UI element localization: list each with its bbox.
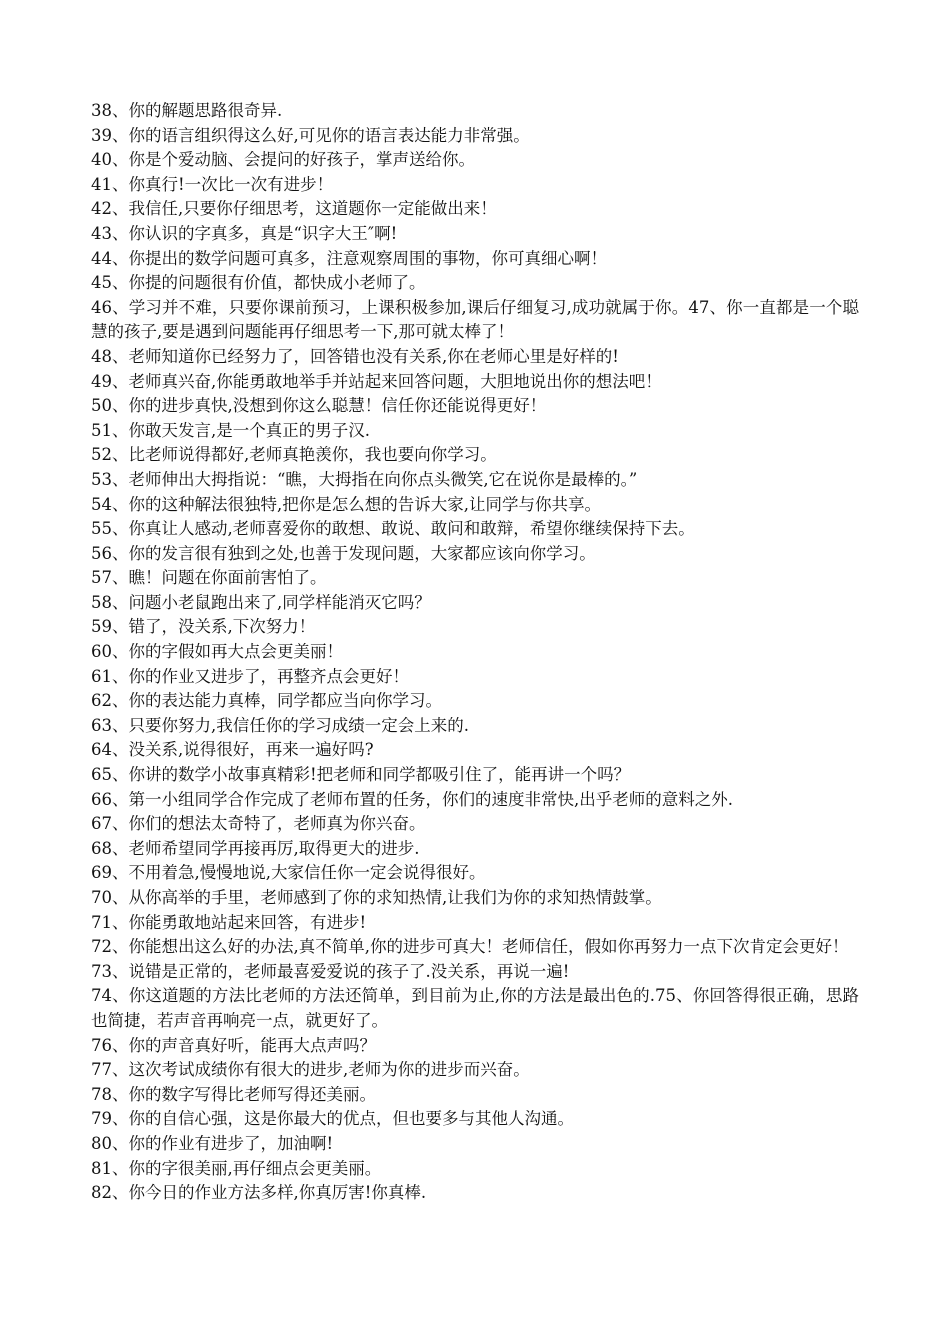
list-item: 64、没关系,说得很好，再来一遍好吗? bbox=[91, 740, 374, 760]
list-item: 61、你的作业又进步了，再整齐点会更好！ bbox=[91, 666, 409, 686]
list-item: 62、你的表达能力真棒，同学都应当向你学习。 bbox=[91, 691, 442, 711]
list-item: 48、老师知道你已经努力了，回答错也没有关系,你在老师心里是好样的! bbox=[91, 346, 619, 366]
list-item: 63、只要你努力,我信任你的学习成绩一定会上来的. bbox=[91, 715, 469, 735]
list-item: 58、问题小老鼠跑出来了,同学样能消灭它吗？ bbox=[91, 592, 431, 612]
list-item: 82、你今日的作业方法多样,你真厉害!你真棒. bbox=[91, 1183, 427, 1203]
list-item: 55、你真让人感动,老师喜爱你的敢想、敢说、敢问和敢辩，希望你继续保持下去。 bbox=[91, 519, 695, 539]
list-item: 59、错了，没关系,下次努力！ bbox=[91, 617, 316, 637]
list-item: 76、你的声音真好听，能再大点声吗？ bbox=[91, 1035, 376, 1055]
list-item: 70、从你高举的手里，老师感到了你的求知热情,让我们为你的求知热情鼓掌。 bbox=[91, 888, 662, 907]
list-item: 52、比老师说得都好,老师真艳羡你，我也要向你学习。 bbox=[91, 445, 497, 465]
list-item: 39、你的语言组织得这么好,可见你的语言表达能力非常强。 bbox=[91, 125, 530, 145]
document-page bbox=[91, 99, 859, 1206]
list-item: 49、老师真兴奋,你能勇敢地举手并站起来回答问题，大胆地说出你的想法吧！ bbox=[91, 371, 662, 391]
list-item: 67、你们的想法太奇特了，老师真为你兴奋。 bbox=[91, 814, 426, 834]
list-item: 42、我信任,只要你仔细思考，这道题你一定能做出来！ bbox=[91, 199, 497, 219]
list-item: 77、这次考试成绩你有很大的进步,老师为你的进步而兴奋。 bbox=[91, 1060, 530, 1080]
list-item: 66、第一小组同学合作完成了老师布置的任务，你们的速度非常快,出乎老师的意料之外. bbox=[91, 789, 733, 809]
list-item: 38、你的解题思路很奇异. bbox=[91, 101, 283, 120]
list-item: 79、你的自信心强，这是你最大的优点，但也要多与其他人沟通。 bbox=[91, 1109, 574, 1129]
list-item: 60、你的字假如再大点会更美丽！ bbox=[91, 642, 343, 662]
list-item: 68、老师希望同学再接再厉,取得更大的进步. bbox=[91, 838, 420, 858]
list-item: 56、你的发言很有独到之处,也善于发现问题，大家都应该向你学习。 bbox=[91, 543, 596, 563]
list-item: 40、你是个爱动脑、会提问的好孩子，掌声送给你。 bbox=[91, 150, 475, 170]
list-item: 50、你的进步真快,没想到你这么聪慧！信任你还能说得更好！ bbox=[91, 396, 547, 416]
list-item: 72、你能想出这么好的办法,真不简单,你的进步可真大！老师信任，假如你再努力一点下次肯定会更好！ bbox=[91, 937, 849, 957]
list-item: 74、你这道题的方法比老师的方法还简单，到目前为止,你的方法是最出色的.75、你回答得很正确，思路也简捷，若声音再响亮一点，就更好了。 bbox=[91, 986, 859, 1030]
list-item: 51、你敢天发言,是一个真正的男子汉. bbox=[91, 420, 370, 440]
list-item: 53、老师伸出大拇指说：“瞧，大拇指在向你点头微笑,它在说你是最棒的。” bbox=[91, 469, 638, 489]
list-item: 46、学习并不难，只要你课前预习，上课积极参加,课后仔细复习,成功就属于你。47、你一直都是一个聪慧的孩子,要是遇到问题能再仔细思考一下,那可就太棒了！ bbox=[91, 297, 859, 342]
list-item: 44、你提出的数学问题可真多，注意观察周围的事物，你可真细心啊！ bbox=[91, 248, 607, 268]
list-item: 57、瞧！问题在你面前害怕了。 bbox=[91, 568, 327, 588]
list-item: 73、说错是正常的，老师最喜爱爱说的孩子了.没关系，再说一遍! bbox=[91, 961, 570, 981]
list-item: 54、你的这种解法很独特,把你是怎么想的告诉大家,让同学与你共享。 bbox=[91, 494, 601, 514]
list-item: 65、你讲的数学小故事真精彩!把老师和同学都吸引住了，能再讲一个吗？ bbox=[91, 765, 631, 785]
list-item: 81、你的字很美丽,再仔细点会更美丽。 bbox=[91, 1158, 382, 1178]
list-item: 43、你认识的字真多，真是“识字大王″啊! bbox=[91, 223, 398, 243]
list-item: 41、你真行!一次比一次有进步！ bbox=[91, 174, 334, 194]
list-item: 80、你的作业有进步了，加油啊! bbox=[91, 1133, 334, 1153]
list-item: 69、不用着急,慢慢地说,大家信任你一定会说得很好。 bbox=[91, 863, 486, 883]
list-item: 78、你的数字写得比老师写得还美丽。 bbox=[91, 1084, 376, 1104]
list-item: 71、你能勇敢地站起来回答，有进步! bbox=[91, 912, 367, 932]
list-item: 45、你提的问题很有价值，都快成小老师了。 bbox=[91, 273, 426, 293]
